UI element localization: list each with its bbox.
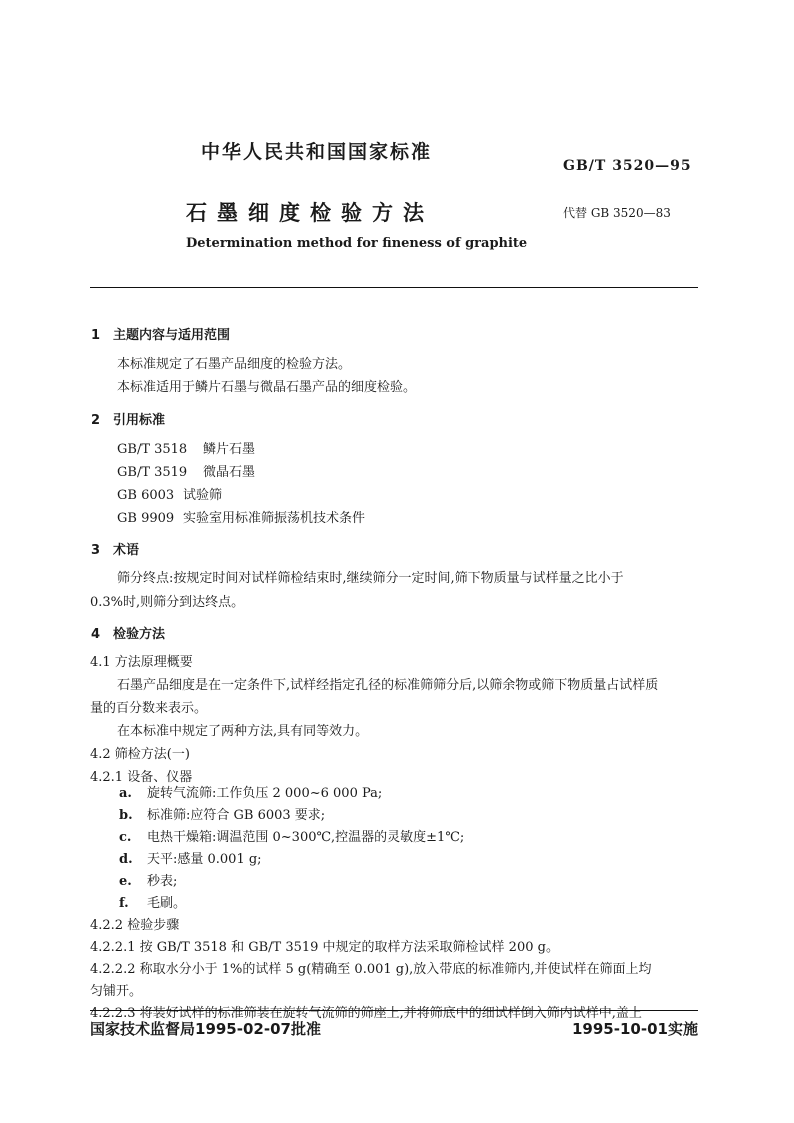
section-4-heading xyxy=(91,623,165,642)
item-label: b. xyxy=(119,808,133,823)
section-3-title: 术语 xyxy=(113,543,140,558)
section-3-number: 3 xyxy=(91,543,101,558)
reference-code: GB 6003 xyxy=(117,488,175,503)
item-label: d. xyxy=(119,852,133,867)
subsection-4-1-line-2: 量的百分数来表示。 xyxy=(90,701,208,716)
standard-org-title: 中华人民共和国国家标准 xyxy=(201,141,433,163)
item-label: e. xyxy=(119,874,132,889)
section-3-line-1: 筛分终点:按规定时间对试样筛检结束时,继续筛分一定时间,筛下物质量与试样量之比小于 xyxy=(117,571,624,586)
equipment-item xyxy=(119,870,177,889)
equipment-item xyxy=(119,804,325,823)
clause-4-2-2-2-line-2: 匀铺开。 xyxy=(90,984,143,999)
reference-item xyxy=(117,484,222,503)
reference-item xyxy=(117,438,255,457)
equipment-item xyxy=(119,826,464,845)
reference-item xyxy=(117,461,255,480)
section-2-heading xyxy=(91,409,165,428)
equipment-item xyxy=(119,782,382,801)
reference-name: 鳞片石墨 xyxy=(203,442,256,457)
subsection-4-1-line-1: 石墨产品细度是在一定条件下,试样经指定孔径的标准筛筛分后,以筛余物或筛下物质量占试样质 xyxy=(117,678,659,693)
section-1-heading xyxy=(91,324,230,343)
footer-rule xyxy=(90,1010,698,1011)
item-label: a. xyxy=(119,786,132,801)
reference-code: GB/T 3519 xyxy=(117,465,188,480)
reference-code: GB/T 3518 xyxy=(117,442,188,457)
subsection-4-1-title: 4.1 方法原理概要 xyxy=(90,655,193,670)
equipment-item xyxy=(119,848,262,867)
english-title: Determination method for fineness of graphite xyxy=(186,236,528,251)
approval-note: 国家技术监督局1995-02-07批准 xyxy=(90,1020,321,1038)
section-1-para-2: 本标准适用于鳞片石墨与微晶石墨产品的细度检验。 xyxy=(117,380,417,395)
replaces-note: 代替 GB 3520—83 xyxy=(563,206,671,220)
reference-item xyxy=(117,507,365,526)
section-1-para-1: 本标准规定了石墨产品细度的检验方法。 xyxy=(117,357,352,372)
item-label: c. xyxy=(119,830,132,845)
section-2-number: 2 xyxy=(91,413,101,428)
subsection-4-2-title: 4.2 筛检方法(一) xyxy=(90,747,190,762)
item-text: 天平:感量 0.001 g; xyxy=(147,852,262,867)
section-4-title: 检验方法 xyxy=(113,627,166,642)
reference-name: 微晶石墨 xyxy=(203,465,256,480)
standard-number: GB/T 3520—95 xyxy=(563,158,692,174)
reference-name: 试验筛 xyxy=(183,488,223,503)
item-text: 电热干燥箱:调温范围 0~300℃,控温器的灵敏度±1℃; xyxy=(147,830,465,845)
equipment-item xyxy=(119,892,186,911)
item-text: 旋转气流筛:工作负压 2 000~6 000 Pa; xyxy=(147,786,383,801)
section-3-line-2: 0.3%时,则筛分到达终点。 xyxy=(90,595,245,610)
section-1-title: 主题内容与适用范围 xyxy=(113,328,231,343)
item-text: 标准筛:应符合 GB 6003 要求; xyxy=(147,808,326,823)
subsection-4-1-line-3: 在本标准中规定了两种方法,具有同等效力。 xyxy=(117,724,369,739)
document-title: 石墨细度检验方法 xyxy=(186,201,434,225)
reference-code: GB 9909 xyxy=(117,511,175,526)
section-4-number: 4 xyxy=(91,627,101,642)
subsection-4-2-1-title: 4.2.1 设备、仪器 xyxy=(90,770,193,785)
item-text: 毛刷。 xyxy=(147,896,187,911)
clause-4-2-2-3: 4.2.2.3 将装好试样的标准筛装在旋转气流筛的筛座上,并将筛底中的细试样倒入筛内试样中,盖上 xyxy=(90,1006,642,1021)
section-1-number: 1 xyxy=(91,328,101,343)
section-2-title: 引用标准 xyxy=(113,413,166,428)
clause-4-2-2-1: 4.2.2.1 按 GB/T 3518 和 GB/T 3519 中规定的取样方法采取筛检试样 200 g。 xyxy=(90,940,559,955)
clause-4-2-2-2-line-1: 4.2.2.2 称取水分小于 1%的试样 5 g(精确至 0.001 g),放入带底的标准筛内,并使试样在筛面上均 xyxy=(90,962,652,977)
subsection-4-2-2-title: 4.2.2 检验步骤 xyxy=(90,918,180,933)
header-rule xyxy=(90,287,698,288)
item-label: f. xyxy=(119,896,129,911)
section-3-heading xyxy=(91,539,139,558)
reference-name: 实验室用标准筛振荡机技术条件 xyxy=(183,511,366,526)
effective-date: 1995-10-01实施 xyxy=(572,1020,698,1038)
item-text: 秒表; xyxy=(147,874,178,889)
